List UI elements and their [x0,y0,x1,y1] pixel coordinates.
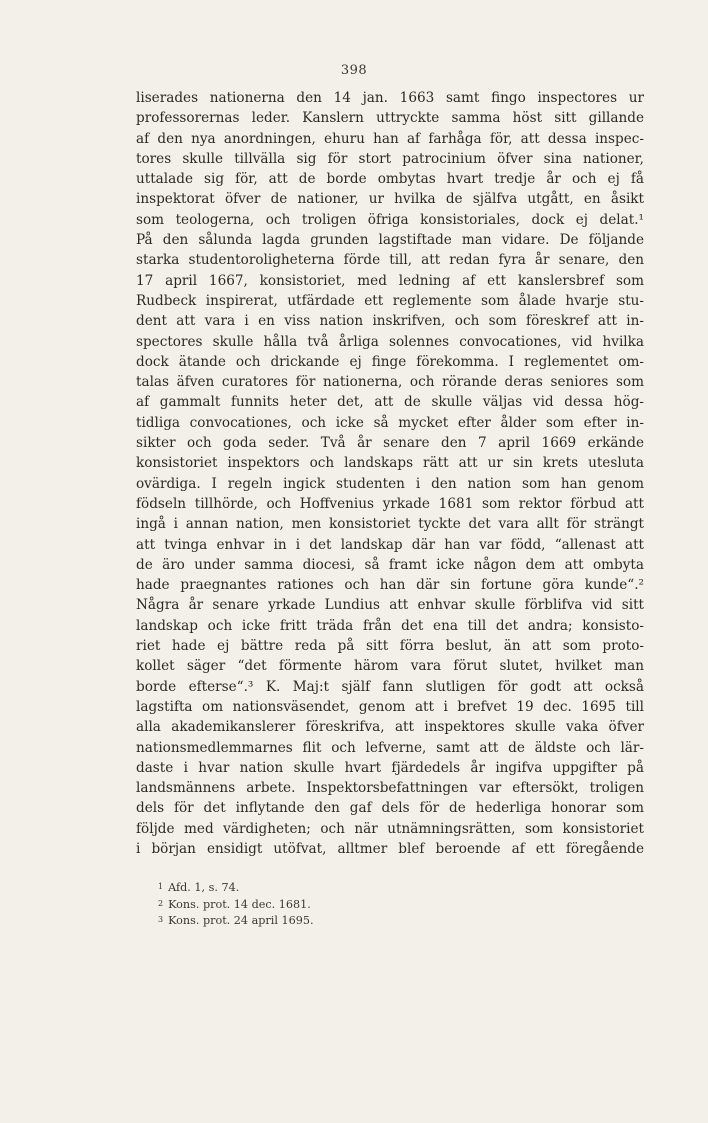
footnote-text: Kons. prot. 24 april 1695. [168,914,314,927]
text-line: starka studentoroligheterna förde till, att redan fyra år senare, den [136,252,644,269]
footnote-mark: 3 [158,915,164,924]
text-line: dent att vara i en viss nation inskrifven, och som föreskref att in- [136,313,644,330]
text-line: kollet säger “det förmente härom vara förut slutet, hvilket man [136,658,644,675]
text-line: dels för det inflytande den gaf dels för de hederliga honorar som [136,800,644,817]
text-line: tidliga convocationes, och icke så mycket efter ålder som efter in- [136,414,644,431]
text-line: landsmännens arbete. Inspektorsbefattningen var eftersökt, troligen [136,780,644,797]
text-line: konsistoriet inspektors och landskaps rätt att ur sin krets utesluta [136,455,644,472]
text-line: i början ensidigt utöfvat, alltmer blef beroende af ett föregående [136,840,644,857]
text-line: landskap och icke fritt träda från det ena till det andra; konsisto- [136,617,644,634]
text-line: Rudbeck inspirerat, utfärdade ett reglemente som ålade hvarje stu- [136,292,644,309]
footnote [158,880,458,897]
text-line: 17 april 1667, konsistoriet, med ledning af ett kanslersbref som [136,272,644,289]
text-line: liserades nationerna den 14 jan. 1663 samt fingo inspectores ur [136,90,644,106]
page-number: 398 [340,63,368,78]
text-line: att tvinga enhvar in i det landskap där han var född, “allenast att [136,536,644,553]
text-line: talas äfven curatores för nationerna, och rörande deras seniores som [136,374,644,391]
footnote-text: Afd. 1, s. 74. [168,881,240,894]
text-line: Några år senare yrkade Lundius att enhvar skulle förblifva vid sitt [136,597,644,614]
text-line: På den sålunda lagda grunden lagstiftade man vidare. De följande [136,232,644,249]
text-line: lagstifta om nationsväsendet, genom att i brefvet 19 dec. 1695 till [136,698,644,715]
footnotes [158,880,458,930]
text-line: nationsmedlemmarnes flit och lefverne, samt att de äldste och lär- [136,739,644,756]
text-line: ingå i annan nation, men konsistoriet tyckte det vara allt för strängt [136,516,644,533]
text-line: tores skulle tillvälla sig för stort patrocinium öfver sina nationer, [136,150,644,167]
text-line: sikter och goda seder. Två år senare den 7 april 1669 erkände [136,435,644,452]
text-line: som teologerna, och troligen öfriga konsistoriales, dock ej delat.¹ [136,211,644,228]
text-line: alla akademikanslerer föreskrifva, att inspektores skulle vaka öfver [136,719,644,736]
text-line: af gammalt funnits heter det, att de skulle väljas vid dessa hög- [136,394,644,411]
footnote-mark: 2 [158,898,164,908]
text-line: de äro under samma diocesi, så framt icke någon dem att ombyta [136,556,644,573]
text-line: af den nya anordningen, ehuru han af farhåga för, att dessa inspec- [136,130,644,147]
text-line: födseln tillhörde, och Hoffvenius yrkade 1681 som rektor förbud att [136,495,644,512]
footnote [158,913,458,930]
footnote-mark: 1 [158,882,164,891]
text-line: följde med värdigheten; och när utnämningsrätten, som konsistoriet [136,820,644,837]
body-text [136,88,644,859]
text-line: spectores skulle hålla två årliga solennes convocationes, vid hvilka [136,333,644,350]
text-line: uttalade sig för, att de borde ombytas hvart tredje år och ej få [136,171,644,188]
text-line: hade praegnantes rationes och han där sin fortune göra kunde“.² [136,577,644,594]
text-line: borde efterse“.³ K. Maj:t själf fann slutligen för godt att också [136,678,644,695]
text-line: professorernas leder. Kanslern uttryckte samma höst sitt gillande [136,110,644,127]
text-line: riet hade ej bättre reda på sitt förra beslut, än att som proto- [136,638,644,655]
text-line: inspektorat öfver de nationer, ur hvilka de själfva utgått, en åsikt [136,191,644,208]
footnote-text: Kons. prot. 14 dec. 1681. [168,897,311,911]
text-line: daste i hvar nation skulle hvart fjärdedels år ingifva uppgifter på [136,759,644,776]
text-line: ovärdiga. I regeln ingick studenten i den nation som han genom [136,475,644,492]
footnote [158,897,458,914]
text-line: dock ätande och drickande ej finge förekomma. I reglementet om- [136,353,644,370]
